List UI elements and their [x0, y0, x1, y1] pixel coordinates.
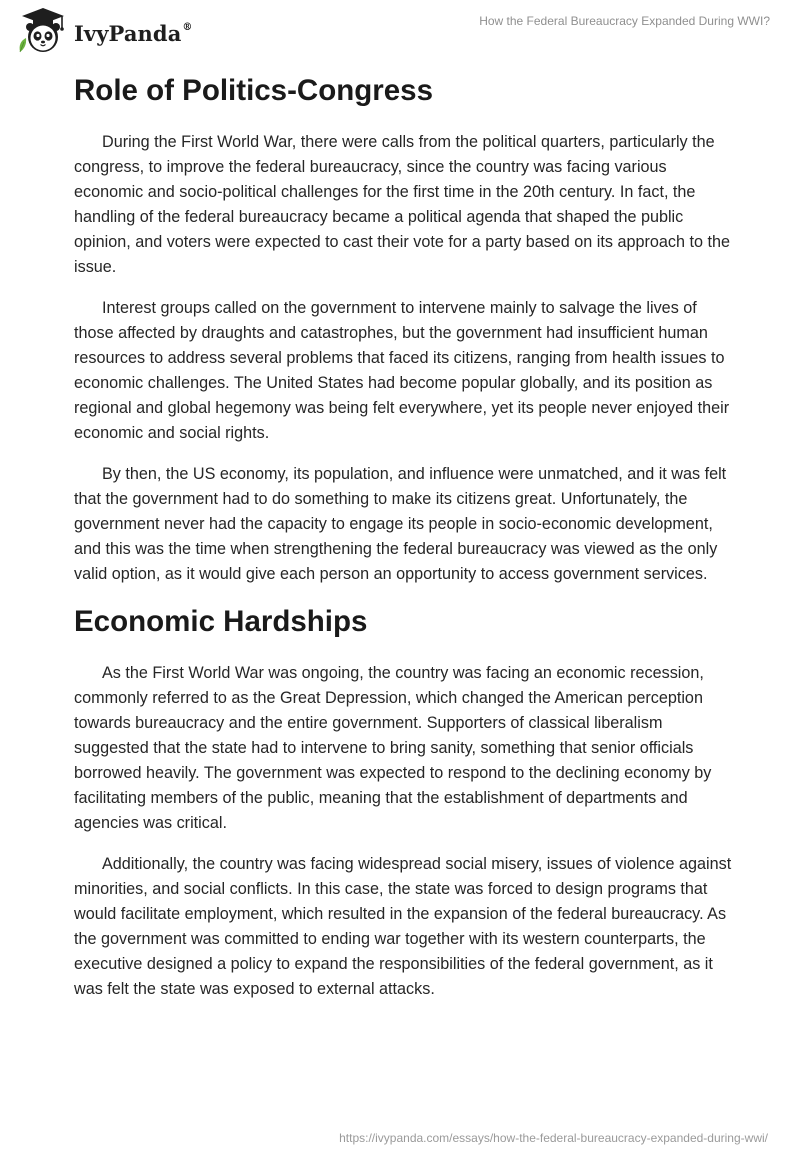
- paragraph: Additionally, the country was facing widespread social misery, issues of violence against minorities, and social conflicts. In this case, the state was forced to design programs that would facilitate employment, which resulted in the expansion of the federal bureaucracy. As the government was committed to ending war together with its western counterparts, the executive designed a policy to expand the responsibilities of the federal government, as it was felt the state was exposed to external attacks.: [74, 855, 732, 998]
- registered-mark: ®: [182, 21, 193, 33]
- brand-logo[interactable]: [14, 6, 193, 56]
- panda-logo-icon: [14, 6, 72, 56]
- page-header: [0, 0, 800, 70]
- paragraph: During the First World War, there were calls from the political quarters, particularly the congress, to improve the federal bureaucracy, since the country was facing various economic and socio-political challenges for the first time in the 20th century. In fact, the handling of the federal bureaucracy became a political agenda that shaped the public opinion, and voters were expected to cast their vote for a party based on its approach to the issue.: [74, 133, 730, 276]
- brand-name: IvyPanda®: [74, 20, 193, 46]
- source-url-link[interactable]: https://ivypanda.com/essays/how-the-federal-bureaucracy-expanded-during-wwi/: [339, 1131, 768, 1145]
- section-role-of-politics: [74, 72, 734, 587]
- section-body: [74, 130, 734, 587]
- section-heading: Role of Politics-Congress: [74, 74, 433, 107]
- section-body: [74, 661, 734, 1002]
- paragraph: As the First World War was ongoing, the country was facing an economic recession, commonly referred to as the Great Depression, which changed the American perception towards bureaucracy and the entire government. Supporters of classical liberalism suggested that the state had to intervene to bring sanity, something that senior officials borrowed heavily. The government was expected to respond to the declining economy by facilitating members of the public, meaning that the establishment of departments and agencies was critical.: [74, 664, 712, 832]
- paragraph: By then, the US economy, its population, and influence were unmatched, and it was felt that the government had to do something to make its citizens great. Unfortunately, the government never had the capacity to engage its people in socio-economic development, and this was the time when strengthening the federal bureaucracy was viewed as the only valid option, as it would give each person an opportunity to access government services.: [74, 465, 727, 583]
- essay-content: [74, 72, 734, 1018]
- section-heading: Economic Hardships: [74, 605, 368, 638]
- document-title: How the Federal Bureaucracy Expanded During WWI?: [479, 14, 770, 28]
- paragraph: Interest groups called on the government to intervene mainly to salvage the lives of those affected by draughts and catastrophes, but the government had insufficient human resources to address several problems that faced its citizens, ranging from health issues to economic challenges. The United States had become popular globally, and its position as regional and global hegemony was being felt everywhere, yet its people never enjoyed their economic and social rights.: [74, 299, 730, 442]
- section-economic-hardships: [74, 603, 734, 1002]
